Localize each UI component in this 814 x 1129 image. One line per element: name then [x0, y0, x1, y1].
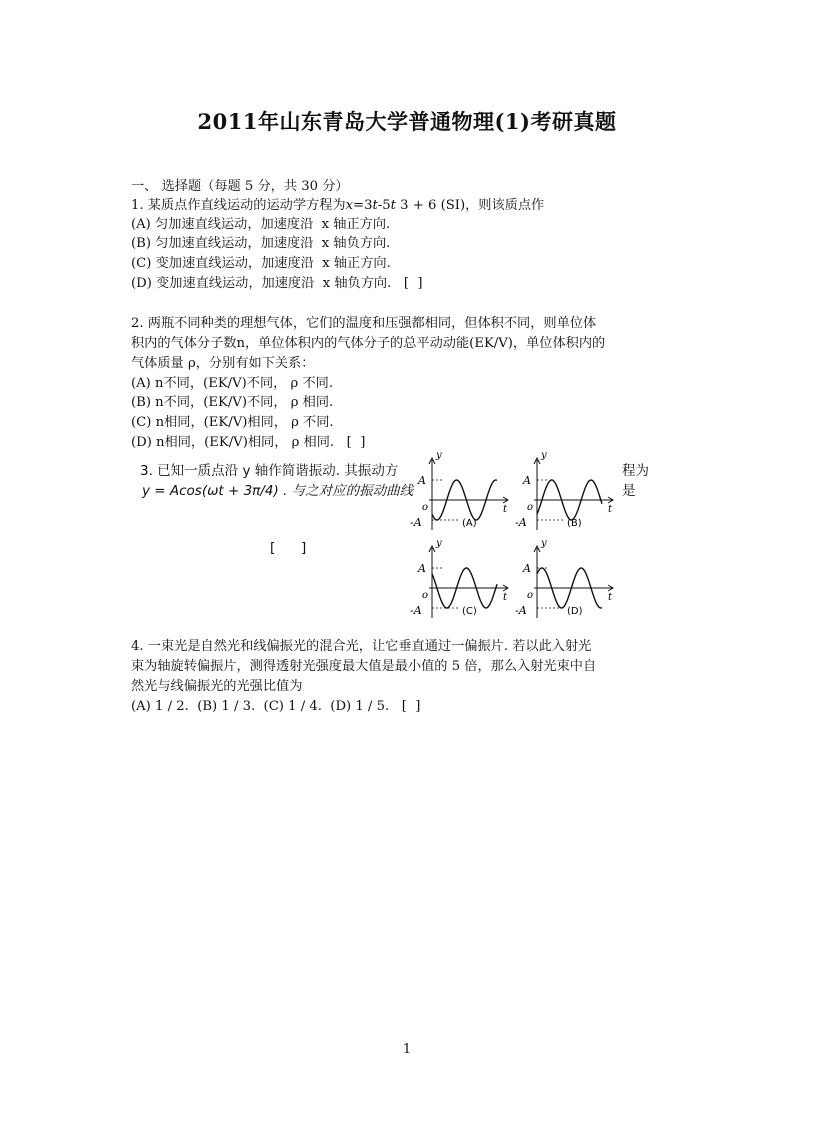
- graph-a-neg-amp-label: -A: [410, 516, 422, 529]
- graph-d-origin-label: o: [527, 590, 534, 601]
- q3-answer-bracket: [ ]: [270, 540, 307, 556]
- graph-a-amp-label: A: [418, 474, 426, 487]
- q3-equation-line: y = Acos(ωt + 3π/4) . 与之对应的振动曲线: [142, 483, 414, 499]
- graph-a-y-label: y: [436, 450, 442, 461]
- graph-a-origin-label: o: [422, 502, 429, 513]
- graph-d-panel-label: (D): [567, 606, 583, 617]
- section-heading: 一、 选择题（每题 5 分，共 30 分）: [131, 179, 349, 194]
- graph-d-amp-label: A: [523, 562, 531, 575]
- graph-c-panel-label: (C): [462, 606, 477, 617]
- q2-option-d: (D) n相同，(EK/V)相同， ρ 相同. [ ]: [131, 435, 366, 450]
- q3-line-1-left: 3. 已知一质点沿 y 轴作简谐振动. 其振动方: [140, 463, 399, 479]
- q1-stem-t1: t: [372, 198, 378, 213]
- q1-stem-prefix: 1. 某质点作直线运动的运动学方程为: [131, 198, 346, 213]
- graph-b-origin-label: o: [527, 502, 534, 513]
- q1-option-d: (D) 变加速直线运动，加速度沿 x 轴负方向. [ ]: [131, 276, 423, 291]
- graph-c-y-label: y: [436, 538, 442, 549]
- graph-b-y-label: y: [541, 450, 547, 461]
- q2-line-1: 2. 两瓶不同种类的理想气体，它们的温度和压强都相同，但体积不同，则单位体: [131, 316, 597, 331]
- graph-d-y-label: y: [541, 538, 547, 549]
- q4-line-1: 4. 一束光是自然光和线偏振光的混合光，让它垂直通过一偏振片. 若以此入射光: [131, 639, 592, 654]
- graph-d-neg-amp-label: -A: [515, 604, 527, 617]
- graph-b-neg-amp-label: -A: [515, 516, 527, 529]
- q1-option-a: (A) 匀加速直线运动，加速度沿 x 轴正方向.: [131, 217, 391, 232]
- graph-a-panel-label: (A): [462, 518, 477, 529]
- graph-c-neg-amp-label: -A: [410, 604, 422, 617]
- page-title: 2011年山东青岛大学普通物理(1)考研真题: [197, 109, 617, 134]
- q1-option-c: (C) 变加速直线运动，加速度沿 x 轴正方向.: [131, 256, 391, 271]
- q4-line-2: 束为轴旋转偏振片，测得透射光强度最大值是最小值的 5 倍，那么入射光束中自: [131, 659, 597, 674]
- q3-vibration-graphs: [410, 448, 620, 626]
- q1-stem-suffix: 3 + 6 (SI)，则该质点作: [395, 198, 545, 213]
- q4-line-3: 然光与线偏振光的光强比值为: [131, 679, 303, 694]
- q1-stem-x: x: [345, 198, 354, 213]
- q2-option-a: (A) n不同，(EK/V)不同， ρ 不同.: [131, 376, 334, 391]
- q1-stem-mid: -5: [377, 198, 391, 213]
- q3-line-2-right: 是: [622, 483, 636, 499]
- q2-option-b: (B) n不同，(EK/V)不同， ρ 相同.: [131, 395, 334, 410]
- page-number: 1: [402, 1042, 412, 1057]
- graph-b-amp-label: A: [523, 474, 531, 487]
- graph-c-amp-label: A: [418, 562, 426, 575]
- q2-line-2: 积内的气体分子数n，单位体积内的气体分子的总平动动能(EK/V)，单位体积内的: [131, 336, 606, 351]
- graph-b-t-label: t: [608, 504, 613, 515]
- q1-option-b: (B) 匀加速直线运动，加速度沿 x 轴负方向.: [131, 236, 391, 251]
- q1-stem: [131, 196, 544, 215]
- q2-option-c: (C) n相同，(EK/V)相同， ρ 不同.: [131, 415, 334, 430]
- q1-stem-t2: t: [390, 198, 396, 213]
- graph-a-t-label: t: [503, 504, 508, 515]
- q4-options: (A) 1 / 2. (B) 1 / 3. (C) 1 / 4. (D) 1 / 5. [ ]: [131, 699, 421, 714]
- graph-d-t-label: t: [608, 592, 613, 603]
- q1-stem-eq: =3: [353, 198, 373, 213]
- q3-line-1-right: 程为: [622, 463, 649, 479]
- graph-c-t-label: t: [503, 592, 508, 603]
- q2-line-3: 气体质量 ρ，分别有如下关系：: [131, 356, 315, 371]
- graph-b-panel-label: (B): [567, 518, 582, 529]
- graph-c-origin-label: o: [422, 590, 429, 601]
